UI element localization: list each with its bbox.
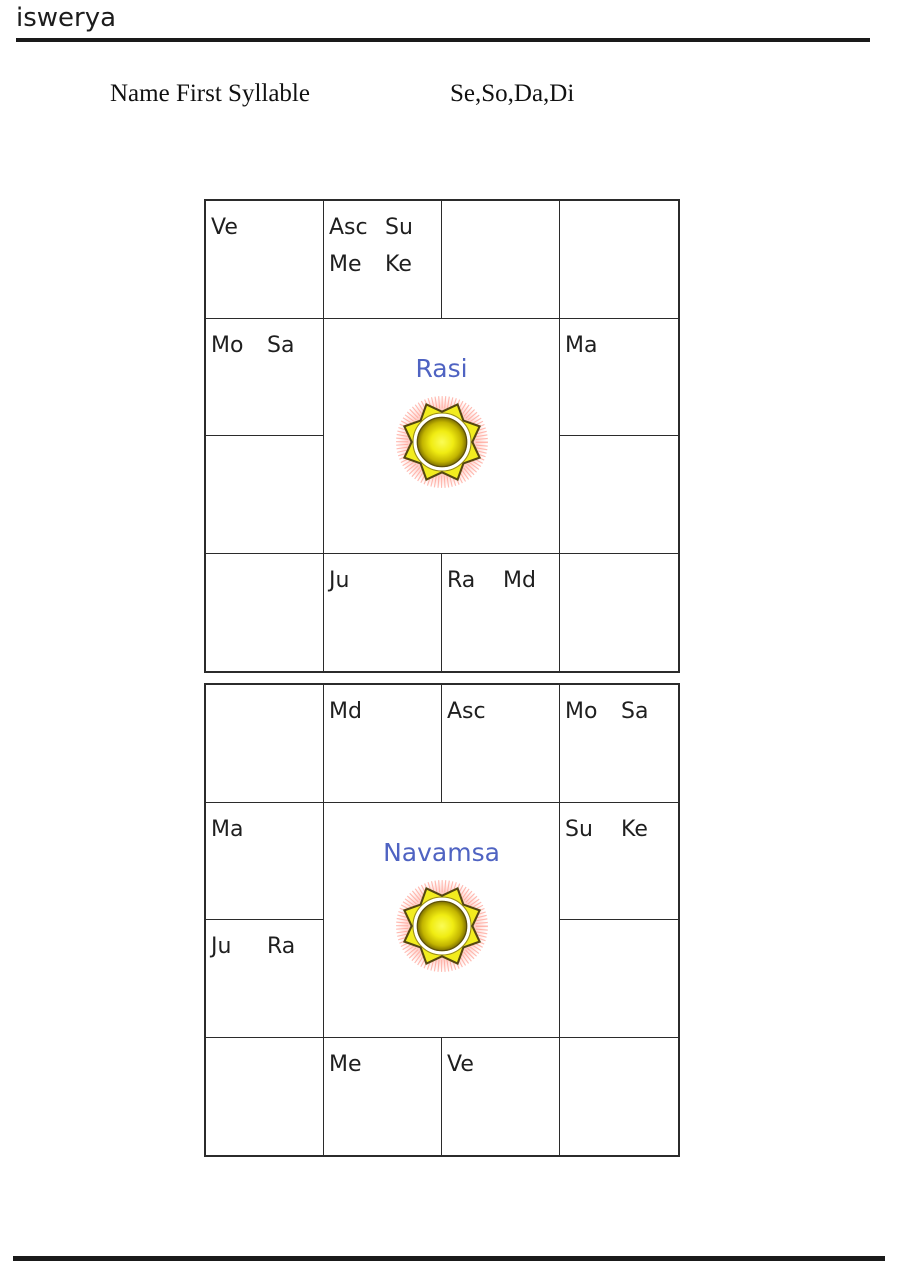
- planet-label: Ju: [329, 567, 350, 593]
- planet-label: Su: [385, 215, 413, 240]
- navamsa-cell-r3c4: [560, 920, 678, 1038]
- planet-label: Ra: [267, 934, 296, 959]
- navamsa-chart: [204, 683, 680, 1157]
- rasi-cell-r2c4: [560, 319, 678, 437]
- navamsa-cell-r1c1: [206, 685, 324, 803]
- navamsa-cell-r1c3: [442, 685, 560, 803]
- planet-label: Me: [329, 252, 362, 277]
- rasi-cell-r4c4: [560, 554, 678, 672]
- planet-label: Sa: [621, 699, 649, 724]
- name-syllable-row: [0, 80, 904, 112]
- rasi-cell-r2c1: [206, 319, 324, 437]
- planet-label: Asc: [447, 699, 486, 724]
- sun-icon: [388, 874, 496, 978]
- planet-label: Ma: [211, 816, 244, 842]
- planet-label: Md: [503, 567, 536, 593]
- footer-rule: [13, 1256, 885, 1261]
- navamsa-cell-r4c1: [206, 1038, 324, 1156]
- navamsa-chart-title: Navamsa: [383, 837, 500, 867]
- rasi-chart: [204, 199, 680, 673]
- planet-label: Asc: [329, 215, 368, 240]
- planet-label: Ju: [211, 934, 232, 959]
- rasi-cell-r3c4: [560, 436, 678, 554]
- rasi-cell-r4c2: [324, 554, 442, 672]
- navamsa-cell-r2c1: [206, 803, 324, 921]
- navamsa-cell-r3c1: [206, 920, 324, 1038]
- rasi-cell-r4c1: [206, 554, 324, 672]
- rasi-cell-r1c1: [206, 201, 324, 319]
- name-syllable-label: Name First Syllable: [110, 80, 310, 107]
- rasi-cell-r1c2: [324, 201, 442, 319]
- navamsa-cell-r4c4: [560, 1038, 678, 1156]
- navamsa-cell-r1c2: [324, 685, 442, 803]
- planet-label: Sa: [267, 332, 295, 358]
- rasi-center: [324, 319, 560, 554]
- navamsa-cell-r4c3: [442, 1038, 560, 1156]
- page-title: iswerya: [16, 3, 117, 33]
- planet-label: Ra: [447, 567, 476, 593]
- planet-label: Me: [329, 1051, 362, 1077]
- navamsa-cell-r1c4: [560, 685, 678, 803]
- planet-label: Mo: [211, 332, 244, 358]
- header-rule: [16, 38, 870, 42]
- planet-label: Md: [329, 699, 362, 724]
- planet-label: Ke: [385, 252, 412, 277]
- navamsa-cell-r2c4: [560, 803, 678, 921]
- planet-label: Ve: [211, 215, 238, 240]
- planet-label: Mo: [565, 699, 598, 724]
- rasi-chart-title: Rasi: [415, 353, 468, 383]
- name-syllable-value: Se,So,Da,Di: [450, 80, 575, 107]
- navamsa-cell-r4c2: [324, 1038, 442, 1156]
- sun-icon: [388, 390, 496, 494]
- planet-label: Ve: [447, 1051, 474, 1077]
- rasi-cell-r1c3: [442, 201, 560, 319]
- planet-label: Su: [565, 816, 593, 842]
- rasi-cell-r4c3: [442, 554, 560, 672]
- planet-label: Ma: [565, 332, 598, 358]
- rasi-cell-r3c1: [206, 436, 324, 554]
- rasi-cell-r1c4: [560, 201, 678, 319]
- planet-label: Ke: [621, 816, 648, 842]
- navamsa-center: [324, 803, 560, 1038]
